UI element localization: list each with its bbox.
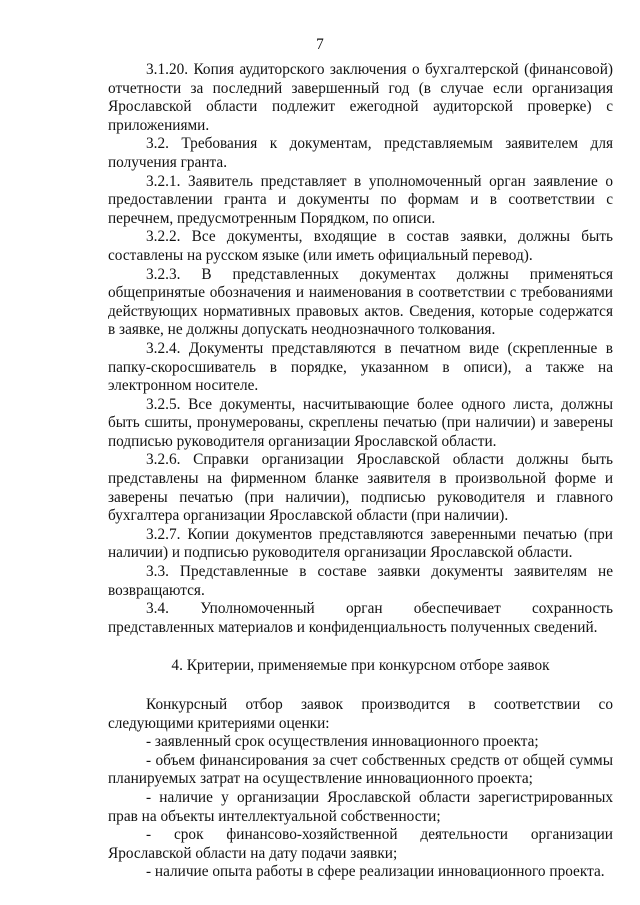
paragraph-3-2-7: 3.2.7. Копии документов представляются заверенными печатью (при наличии) и подписью руководителя организации Ярославской области. [108,525,613,562]
paragraph-3-2-3: 3.2.3. В представленных документах должны применяться общепринятые обозначения и наименования в соответствии с требованиями действующих нормативных правовых актов. Сведения, которые содержатся в заявке, не должны допускать неоднозначного толкования. [108,265,613,339]
page-number: 7 [316,36,324,53]
section-heading: 4. Критерии, применяемые при конкурсном отборе заявок [171,657,550,675]
paragraph-3-3: 3.3. Представленные в составе заявки документы заявителям не возвращаются. [108,563,613,599]
paragraph-3-4: 3.4. Уполномоченный орган обеспечивает сохранность представленных материалов и конфиденциальность полученных сведений. [108,600,613,636]
criteria-item: - объем финансирования за счет собственных средств от общей суммы планируемых затрат на осуществление инновационного проекта; [108,751,613,788]
paragraph-3-2-6: 3.2.6. Справки организации Ярославской области должны быть представлены на фирменном бланке заявителя в произвольной форме и заверены печатью (при наличии), подписью руководителя и главного бухгалтера организации Ярославской области (при наличии). [108,451,613,525]
document-body [108,61,613,882]
paragraph-3-2-5: 3.2.5. Все документы, насчитывающие более одного листа, должны быть сшиты, пронумерованы, скреплены печатью (при наличии) и заверены подписью руководителя организации Ярославской области. [108,395,613,450]
criteria-intro: Конкурсный отбор заявок производится в соответствии со следующими критериями оценки: [108,696,613,732]
paragraph-3-2-2: 3.2.2. Все документы, входящие в состав заявки, должны быть составлены на русском языке (или иметь официальный перевод). [108,228,613,264]
criteria-item: - срок финансово-хозяйственной деятельности организации Ярославской области на дату подачи заявки; [108,826,613,862]
paragraph-3-1-20: 3.1.20. Копия аудиторского заключения о бухгалтерской (финансовой) отчетности за последний завершенный год (в случае если организация Ярославской области подлежит ежегодной аудиторской проверке) с приложениями. [108,61,613,134]
paragraph-3-2: 3.2. Требования к документам, представляемым заявителем для получения гранта. [108,135,613,171]
criteria-item: - наличие опыта работы в сфере реализации инновационного проекта. [146,863,605,881]
paragraph-3-2-1: 3.2.1. Заявитель представляет в уполномоченный орган заявление о предоставлении гранта и документы по формам и в соответствии с перечнем, предусмотренным Порядком, по описи. [108,172,613,227]
criteria-item: - наличие у организации Ярославской области зарегистрированных прав на объекты интеллектуальной собственности; [108,788,613,825]
paragraph-3-2-4: 3.2.4. Документы представляются в печатном виде (скрепленные в папку-скоросшиватель в порядке, указанном в описи), а также на электронном носителе. [108,339,613,395]
criteria-item: - заявленный срок осуществления инновационного проекта; [146,733,539,751]
